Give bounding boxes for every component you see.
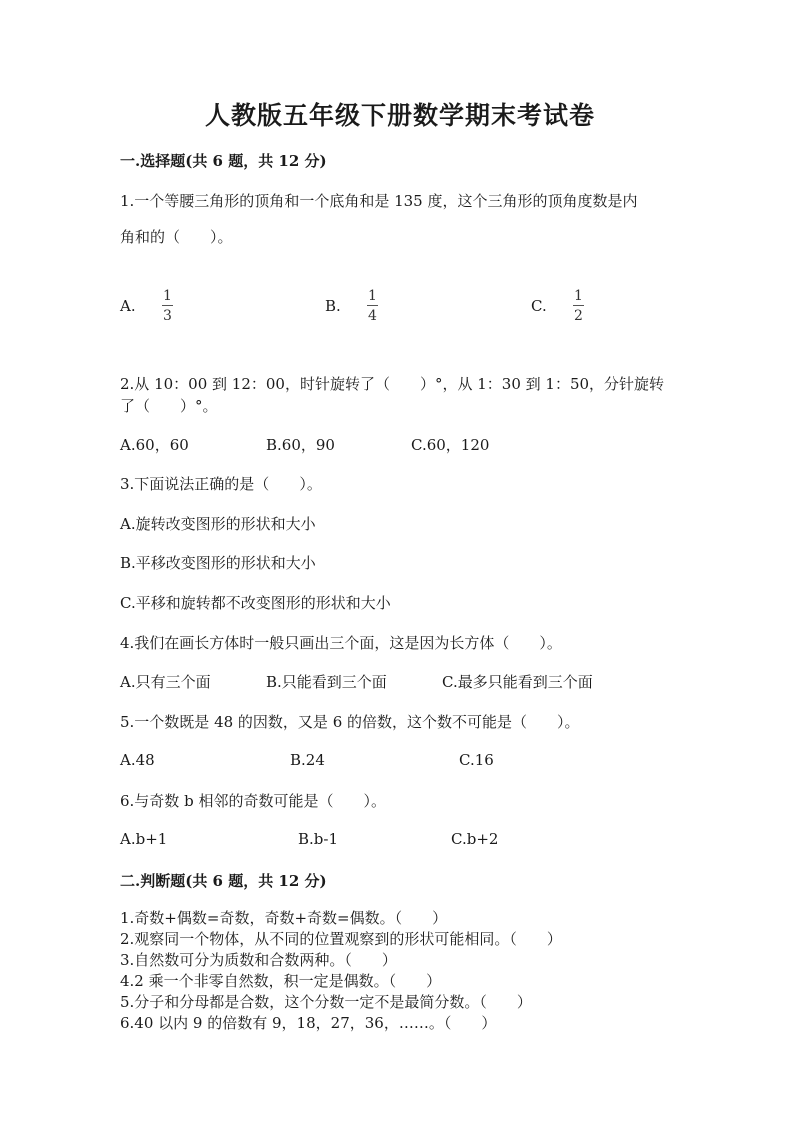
fraction-bar [162,305,173,306]
q4-option-c: C.最多只能看到三个面 [442,673,593,691]
judge-item-4: 4.2 乘一个非零自然数，积一定是偶数。（ ） [120,972,442,990]
section-heading-choice: 一.选择题(共 6 题，共 12 分) [120,152,327,170]
fraction-bar [573,305,584,306]
fraction-numerator: 1 [368,288,377,304]
judge-item-5: 5.分子和分母都是合数，这个分数一定不是最简分数。（ ） [120,993,532,1011]
fraction-denominator: 3 [163,308,172,324]
q5-option-b: B.24 [290,751,325,769]
exam-title: 人教版五年级下册数学期末考试卷 [204,101,595,130]
question-3: 3.下面说法正确的是（ ）。 [120,475,322,493]
q5-option-c: C.16 [459,751,494,769]
judge-item-6: 6.40 以内 9 的倍数有 9，18，27，36，……。（ ） [120,1014,497,1032]
q3-option-a: A.旋转改变图形的形状和大小 [120,515,316,533]
judge-item-3: 3.自然数可分为质数和合数两种。（ ） [120,951,397,969]
q4-option-a: A.只有三个面 [120,673,211,691]
q1-option-a-label: A. [120,297,136,315]
question-5: 5.一个数既是 48 的因数，又是 6 的倍数，这个数不可能是（ ）。 [120,713,580,731]
q1-option-a-fraction [162,288,173,324]
q4-option-b: B.只能看到三个面 [266,673,387,691]
q6-option-b: B.b-1 [298,830,339,848]
q1-option-b-label: B. [325,297,341,315]
q3-option-b: B.平移改变图形的形状和大小 [120,554,316,572]
q5-option-a: A.48 [120,751,155,769]
fraction-numerator: 1 [163,288,172,304]
q2-option-a: A.60，60 [120,436,189,454]
fraction-bar [367,305,378,306]
q2-option-c: C.60，120 [411,436,490,454]
q3-option-c: C.平移和旋转都不改变图形的形状和大小 [120,594,391,612]
question-4: 4.我们在画长方体时一般只画出三个面，这是因为长方体（ ）。 [120,634,562,652]
fraction-numerator: 1 [574,288,583,304]
q1-option-b-fraction [367,288,378,324]
fraction-denominator: 4 [368,308,377,324]
question-6: 6.与奇数 b 相邻的奇数可能是（ ）。 [120,792,386,810]
question-1-line1: 1.一个等腰三角形的顶角和一个底角和是 135 度，这个三角形的顶角度数是内 [120,192,638,210]
question-2-line2: 了（ ）°。 [120,397,218,415]
question-1-line2: 角和的（ ）。 [120,228,233,246]
question-2-line1: 2.从 10：00 到 12：00，时针旋转了（ ）°，从 1：30 到 1：50，分针旋转 [120,375,665,393]
fraction-denominator: 2 [574,308,583,324]
q2-option-b: B.60，90 [266,436,335,454]
judge-item-1: 1.奇数+偶数=奇数，奇数+奇数=偶数。（ ） [120,909,448,927]
section-heading-judgement: 二.判断题(共 6 题，共 12 分) [120,872,327,890]
judge-item-2: 2.观察同一个物体，从不同的位置观察到的形状可能相同。（ ） [120,930,562,948]
q6-option-a: A.b+1 [120,830,168,848]
q1-option-c-fraction [573,288,584,324]
q6-option-c: C.b+2 [451,830,499,848]
q1-option-c-label: C. [531,297,547,315]
